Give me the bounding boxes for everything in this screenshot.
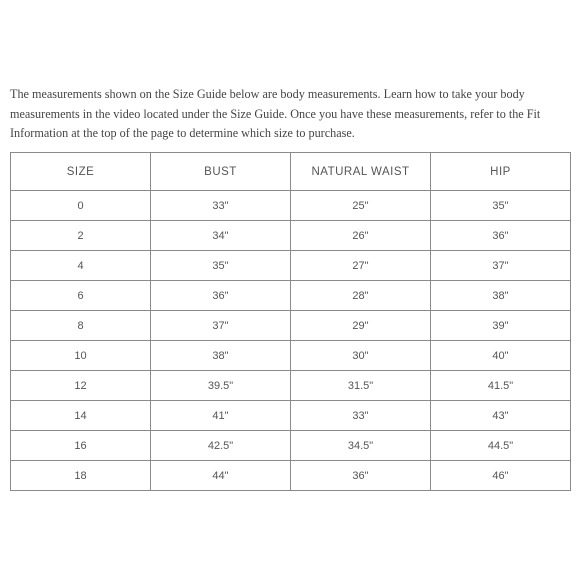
cell-hip: 39" xyxy=(431,311,571,341)
cell-size: 0 xyxy=(11,191,151,221)
cell-hip: 43" xyxy=(431,401,571,431)
cell-size: 14 xyxy=(11,401,151,431)
cell-bust: 34" xyxy=(151,221,291,251)
cell-natural-waist: 36" xyxy=(291,461,431,491)
cell-natural-waist: 26" xyxy=(291,221,431,251)
cell-natural-waist: 34.5" xyxy=(291,431,431,461)
cell-bust: 37" xyxy=(151,311,291,341)
cell-bust: 41" xyxy=(151,401,291,431)
cell-bust: 42.5" xyxy=(151,431,291,461)
cell-hip: 46" xyxy=(431,461,571,491)
cell-natural-waist: 28" xyxy=(291,281,431,311)
table-row xyxy=(11,221,571,251)
cell-size: 12 xyxy=(11,371,151,401)
cell-natural-waist: 25" xyxy=(291,191,431,221)
cell-bust: 36" xyxy=(151,281,291,311)
table-row xyxy=(11,191,571,221)
header-natural-waist: NATURAL WAIST xyxy=(291,153,431,191)
table-row xyxy=(11,341,571,371)
size-table-header xyxy=(11,153,571,191)
cell-bust: 35" xyxy=(151,251,291,281)
table-row xyxy=(11,461,571,491)
size-guide-table xyxy=(10,152,571,491)
cell-bust: 38" xyxy=(151,341,291,371)
cell-bust: 44" xyxy=(151,461,291,491)
table-row xyxy=(11,371,571,401)
table-row xyxy=(11,401,571,431)
cell-natural-waist: 33" xyxy=(291,401,431,431)
cell-natural-waist: 27" xyxy=(291,251,431,281)
cell-bust: 39.5" xyxy=(151,371,291,401)
cell-size: 10 xyxy=(11,341,151,371)
cell-size: 16 xyxy=(11,431,151,461)
size-table-body xyxy=(11,191,571,491)
cell-hip: 41.5" xyxy=(431,371,571,401)
cell-natural-waist: 29" xyxy=(291,311,431,341)
cell-hip: 36" xyxy=(431,221,571,251)
header-bust: BUST xyxy=(151,153,291,191)
table-row xyxy=(11,431,571,461)
table-row xyxy=(11,311,571,341)
cell-hip: 44.5" xyxy=(431,431,571,461)
cell-size: 8 xyxy=(11,311,151,341)
size-guide-intro: The measurements shown on the Size Guide below are body measurements. Learn how to take your body measurements in the video located under the Size Guide. Once you have these measurements, refer to the Fit Information at the top of the page to determine which size to purchase. xyxy=(10,87,541,140)
cell-size: 18 xyxy=(11,461,151,491)
cell-hip: 35" xyxy=(431,191,571,221)
table-row xyxy=(11,251,571,281)
cell-size: 6 xyxy=(11,281,151,311)
table-row xyxy=(11,281,571,311)
cell-size: 2 xyxy=(11,221,151,251)
cell-size: 4 xyxy=(11,251,151,281)
cell-natural-waist: 30" xyxy=(291,341,431,371)
header-row xyxy=(11,153,571,191)
cell-hip: 38" xyxy=(431,281,571,311)
cell-natural-waist: 31.5" xyxy=(291,371,431,401)
cell-bust: 33" xyxy=(151,191,291,221)
header-hip: HIP xyxy=(431,153,571,191)
header-size: SIZE xyxy=(11,153,151,191)
cell-hip: 40" xyxy=(431,341,571,371)
cell-hip: 37" xyxy=(431,251,571,281)
